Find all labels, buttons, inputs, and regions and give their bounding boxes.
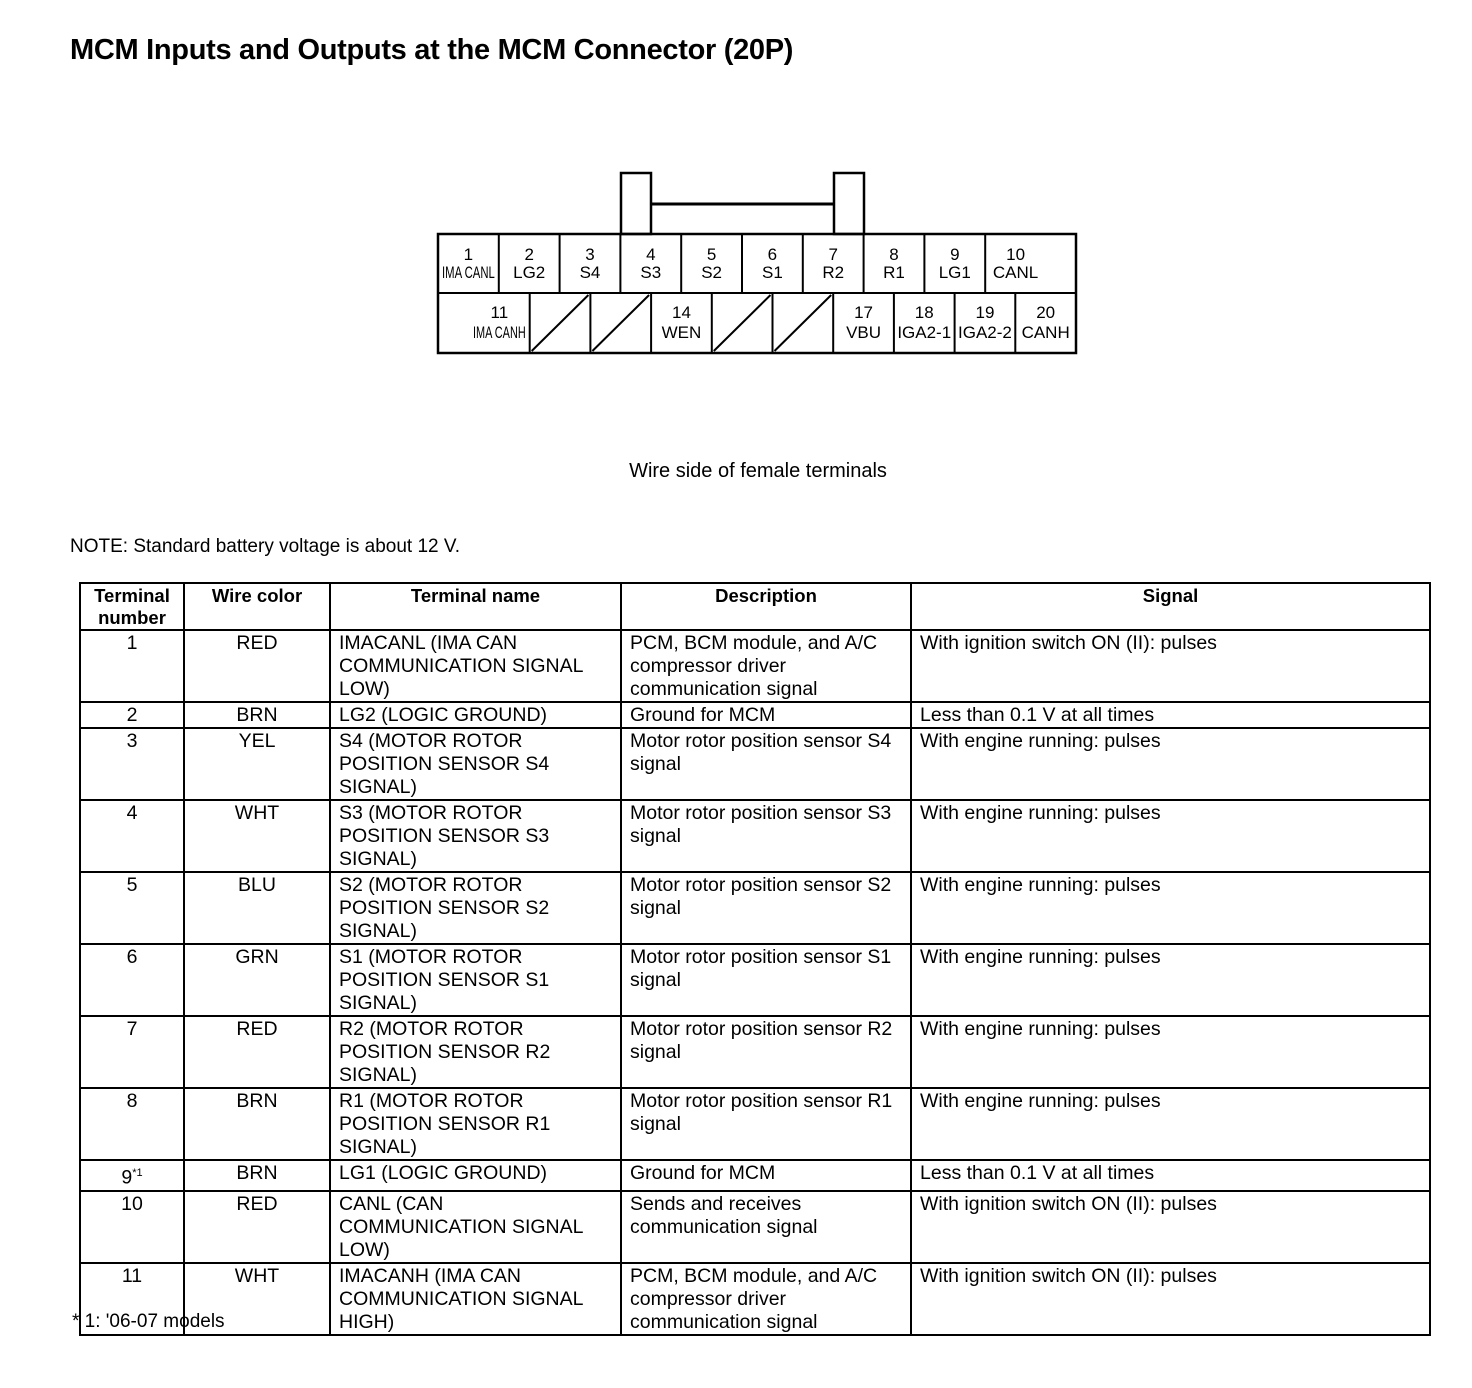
signal-cell: Less than 0.1 V at all times bbox=[911, 1160, 1430, 1191]
description-cell: Motor rotor position sensor S4 signal bbox=[621, 728, 911, 800]
table-header-row bbox=[80, 583, 1430, 630]
pin-number: 8 bbox=[889, 245, 899, 264]
terminal-name-cell: LG1 (LOGIC GROUND) bbox=[330, 1160, 621, 1191]
description-cell: Ground for MCM bbox=[621, 1160, 911, 1191]
terminal-number-cell bbox=[80, 1191, 184, 1263]
description-cell: Motor rotor position sensor S3 signal bbox=[621, 800, 911, 872]
wire-color-cell: BRN bbox=[184, 1160, 330, 1191]
pin-code: CANH bbox=[1021, 323, 1070, 342]
terminal-number-cell bbox=[80, 1088, 184, 1160]
signal-cell: With ignition switch ON (II): pulses bbox=[911, 1191, 1430, 1263]
table-row bbox=[80, 630, 1430, 702]
table-row bbox=[80, 1191, 1430, 1263]
description-cell: Motor rotor position sensor R1 signal bbox=[621, 1088, 911, 1160]
wire-color-cell: RED bbox=[184, 1016, 330, 1088]
terminal-name-cell: IMACANL (IMA CAN COMMUNICATION SIGNAL LOW) bbox=[330, 630, 621, 702]
pin-code: IGA2-2 bbox=[958, 323, 1012, 342]
pin-number: 19 bbox=[975, 303, 995, 322]
description-cell: Ground for MCM bbox=[621, 702, 911, 728]
signal-cell: With engine running: pulses bbox=[911, 800, 1430, 872]
signal-cell: With engine running: pulses bbox=[911, 872, 1430, 944]
unused-cavity-slash bbox=[532, 295, 589, 351]
footnote: * 1: '06-07 models bbox=[72, 1311, 225, 1332]
pin-number: 1 bbox=[463, 245, 474, 264]
pin-code: R2 bbox=[822, 263, 845, 282]
pin-number: 20 bbox=[1036, 303, 1056, 322]
pin-number: 14 bbox=[671, 303, 691, 322]
terminal-number: 11 bbox=[121, 1264, 143, 1287]
diagram-caption: Wire side of female terminals bbox=[629, 460, 887, 482]
pin-number: 18 bbox=[914, 303, 934, 322]
terminal-number-cell bbox=[80, 728, 184, 800]
terminal-number-cell bbox=[80, 630, 184, 702]
wire-color-cell: YEL bbox=[184, 728, 330, 800]
terminal-name-cell: R1 (MOTOR ROTOR POSITION SENSOR R1 SIGNAL) bbox=[330, 1088, 621, 1160]
pin-number: 3 bbox=[585, 245, 595, 264]
table-row bbox=[80, 1016, 1430, 1088]
terminal-number: 6 bbox=[126, 946, 138, 968]
pin-code: LG1 bbox=[938, 263, 971, 282]
terminal-number: 2 bbox=[126, 704, 138, 726]
pin-code: R1 bbox=[883, 263, 905, 282]
pin-code: CANL bbox=[992, 263, 1039, 282]
terminal-number: 4 bbox=[126, 802, 138, 824]
table-row bbox=[80, 1160, 1430, 1191]
wire-color-cell: RED bbox=[184, 1191, 330, 1263]
pin-number: 11 bbox=[490, 303, 509, 322]
terminal-number-cell bbox=[80, 800, 184, 872]
description-cell: Motor rotor position sensor S1 signal bbox=[621, 944, 911, 1016]
terminal-name-cell: S3 (MOTOR ROTOR POSITION SENSOR S3 SIGNAL) bbox=[330, 800, 621, 872]
connector-tab-right bbox=[834, 173, 864, 234]
terminal-number-cell bbox=[80, 944, 184, 1016]
terminal-number-cell bbox=[80, 1016, 184, 1088]
wire-color-cell: BLU bbox=[184, 872, 330, 944]
wire-color-cell: WHT bbox=[184, 800, 330, 872]
signal-cell: With engine running: pulses bbox=[911, 728, 1430, 800]
table-row bbox=[80, 1088, 1430, 1160]
pin-code: WEN bbox=[661, 323, 702, 342]
terminal-name-cell: IMACANH (IMA CAN COMMUNICATION SIGNAL HIGH) bbox=[330, 1263, 621, 1335]
terminal-number: 10 bbox=[121, 1192, 143, 1215]
connector-diagram bbox=[0, 0, 1472, 420]
pin-code: IMA CANH bbox=[473, 323, 526, 342]
terminal-name-cell: S1 (MOTOR ROTOR POSITION SENSOR S1 SIGNAL) bbox=[330, 944, 621, 1016]
pin-number: 7 bbox=[828, 245, 838, 264]
description-cell: Motor rotor position sensor S2 signal bbox=[621, 872, 911, 944]
terminal-number: 9 bbox=[121, 1166, 133, 1189]
pin-code: IGA2-1 bbox=[897, 323, 952, 342]
pin-code: IMA CANL bbox=[442, 263, 495, 282]
unused-cavity-slash bbox=[775, 295, 832, 351]
table-row bbox=[80, 702, 1430, 728]
unused-cavity-slash bbox=[714, 295, 771, 351]
signal-cell: Less than 0.1 V at all times bbox=[911, 702, 1430, 728]
terminal-name-cell: S4 (MOTOR ROTOR POSITION SENSOR S4 SIGNAL) bbox=[330, 728, 621, 800]
table-row bbox=[80, 728, 1430, 800]
terminal-name-cell: LG2 (LOGIC GROUND) bbox=[330, 702, 621, 728]
voltage-note: NOTE: Standard battery voltage is about 12 V. bbox=[70, 536, 461, 557]
pin-number: 4 bbox=[646, 245, 656, 264]
wire-color-cell: BRN bbox=[184, 702, 330, 728]
terminal-number: 7 bbox=[126, 1018, 138, 1040]
terminal-name-cell: S2 (MOTOR ROTOR POSITION SENSOR S2 SIGNAL) bbox=[330, 872, 621, 944]
table-row bbox=[80, 944, 1430, 1016]
pin-code: S1 bbox=[762, 263, 783, 282]
wire-color-cell: RED bbox=[184, 630, 330, 702]
pin-number: 17 bbox=[854, 303, 874, 322]
pin-number: 6 bbox=[767, 245, 778, 264]
signal-cell: With engine running: pulses bbox=[911, 1016, 1430, 1088]
pin-number: 9 bbox=[950, 245, 960, 264]
footnote-marker: *1 bbox=[132, 1167, 143, 1179]
connector-tab-left bbox=[621, 173, 651, 234]
terminal-name-cell: CANL (CAN COMMUNICATION SIGNAL LOW) bbox=[330, 1191, 621, 1263]
pin-code: S3 bbox=[640, 263, 662, 282]
wire-color-cell: WHT bbox=[184, 1263, 330, 1335]
terminal-number: 1 bbox=[126, 632, 138, 654]
unused-cavity-slash bbox=[592, 295, 649, 351]
signal-cell: With engine running: pulses bbox=[911, 1088, 1430, 1160]
table-row bbox=[80, 872, 1430, 944]
signal-cell: With ignition switch ON (II): pulses bbox=[911, 1263, 1430, 1335]
terminal-number-cell bbox=[80, 872, 184, 944]
description-cell: PCM, BCM module, and A/C compressor driver communication signal bbox=[621, 630, 911, 702]
signal-cell: With ignition switch ON (II): pulses bbox=[911, 630, 1430, 702]
terminal-number: 3 bbox=[126, 730, 138, 752]
header-terminal-number: Terminal number bbox=[80, 583, 184, 630]
description-cell: Sends and receives communication signal bbox=[621, 1191, 911, 1263]
terminal-number: 5 bbox=[126, 874, 138, 896]
header-signal: Signal bbox=[911, 583, 1430, 630]
pin-code: S2 bbox=[701, 263, 722, 282]
wire-color-cell: BRN bbox=[184, 1088, 330, 1160]
terminal-number-cell bbox=[80, 1160, 184, 1191]
terminal-number-cell bbox=[80, 702, 184, 728]
header-wire-color: Wire color bbox=[184, 583, 330, 630]
pin-code: S4 bbox=[579, 263, 601, 282]
wire-color-cell: GRN bbox=[184, 944, 330, 1016]
pin-code: LG2 bbox=[513, 263, 546, 282]
header-terminal-name: Terminal name bbox=[330, 583, 621, 630]
page-title: MCM Inputs and Outputs at the MCM Connector (20P) bbox=[70, 34, 794, 66]
description-cell: Motor rotor position sensor R2 signal bbox=[621, 1016, 911, 1088]
pin-number: 2 bbox=[524, 245, 534, 264]
terminal-table bbox=[79, 582, 1431, 1336]
description-cell: PCM, BCM module, and A/C compressor driver communication signal bbox=[621, 1263, 911, 1335]
terminal-name-cell: R2 (MOTOR ROTOR POSITION SENSOR R2 SIGNAL) bbox=[330, 1016, 621, 1088]
pin-number: 10 bbox=[1006, 245, 1026, 264]
signal-cell: With engine running: pulses bbox=[911, 944, 1430, 1016]
pin-number: 5 bbox=[706, 245, 717, 264]
table-row bbox=[80, 1263, 1430, 1335]
terminal-number: 8 bbox=[126, 1090, 138, 1112]
table-row bbox=[80, 800, 1430, 872]
pin-code: VBU bbox=[846, 323, 882, 342]
header-description: Description bbox=[621, 583, 911, 630]
